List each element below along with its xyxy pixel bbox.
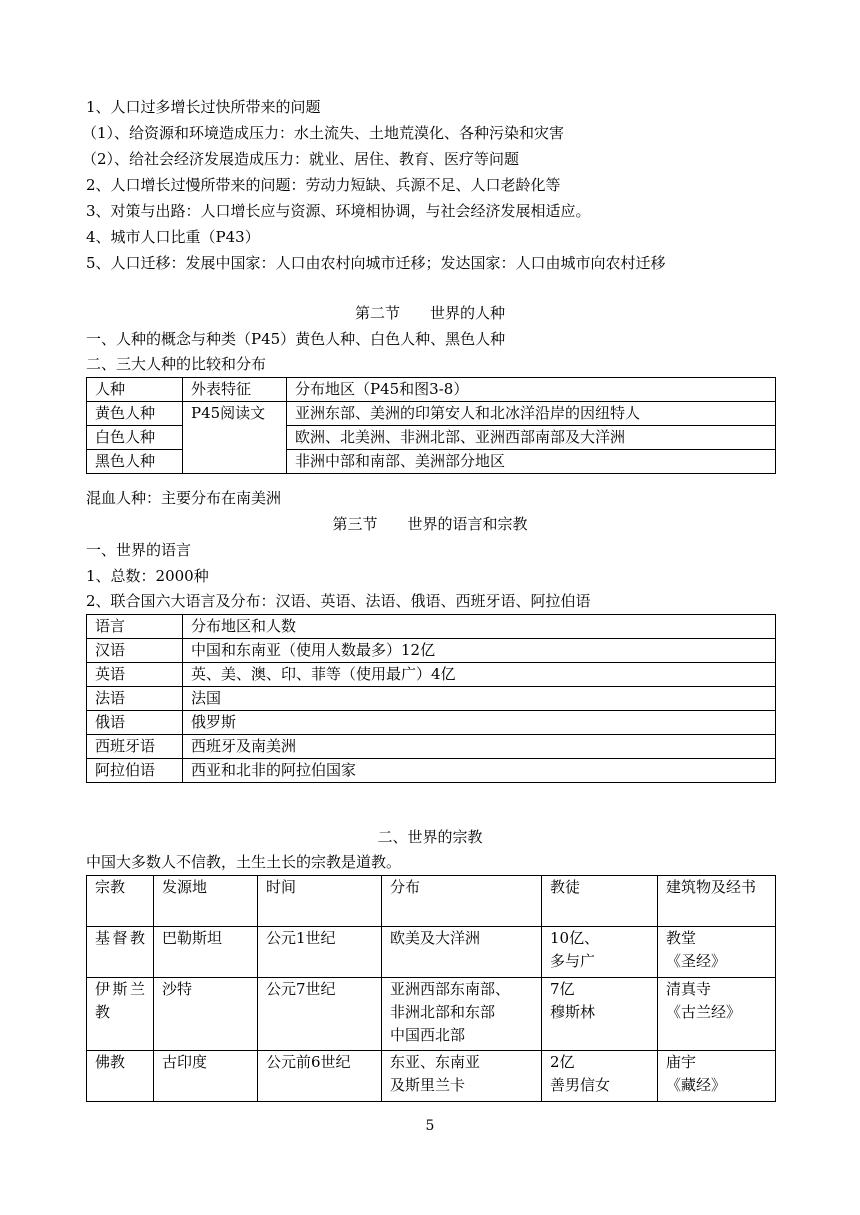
- lang-region-cell: 西亚和北非的阿拉伯国家: [183, 759, 776, 783]
- rel-dist-cell: [382, 927, 542, 978]
- race-feature-cell: P45阅读文: [183, 402, 287, 474]
- race-cell: 白色人种: [87, 426, 183, 450]
- rel-dist-cell: [382, 1051, 542, 1102]
- rel-followers-line: 10亿、: [550, 929, 600, 947]
- lang-name-cell: 俄语: [87, 711, 183, 735]
- rel-dist-line: 及斯里兰卡: [390, 1076, 466, 1094]
- rel-header-time: 时间: [258, 876, 382, 927]
- race-header-race: 人种: [87, 378, 183, 402]
- lang-region-cell: 英、美、澳、印、菲等（使用最广）4亿: [183, 663, 776, 687]
- section2-line-2: 二、三大人种的比较和分布: [86, 355, 267, 373]
- rel-name-cell: 伊斯兰教: [87, 978, 154, 1051]
- rel-building-line: 《古兰经》: [666, 1003, 742, 1021]
- lang-region-cell: 法国: [183, 687, 776, 711]
- rel-dist-line: 中国西北部: [390, 1026, 466, 1044]
- religion-note: 中国大多数人不信教，土生土长的宗教是道教。: [86, 853, 402, 871]
- intro-line-6: 4、城市人口比重（P43）: [86, 228, 260, 246]
- rel-building-line: 《藏经》: [666, 1076, 727, 1094]
- rel-time-cell: 公元前6世纪: [258, 1051, 382, 1102]
- page-number: 5: [425, 1118, 435, 1134]
- rel-header-followers: 教徒: [542, 876, 658, 927]
- religion-table: [86, 875, 776, 1102]
- section3-line-2: 1、总数：2000种: [86, 567, 209, 585]
- lang-region-cell: 西班牙及南美洲: [183, 735, 776, 759]
- language-table: [86, 614, 776, 783]
- table-row: [87, 687, 776, 711]
- table-row: [87, 1051, 776, 1102]
- rel-building-cell: [658, 927, 776, 978]
- table-row: [87, 639, 776, 663]
- table-row: [87, 615, 776, 639]
- rel-origin-cell: 巴勒斯坦: [154, 927, 258, 978]
- rel-header-origin: 发源地: [154, 876, 258, 927]
- rel-building-line: 《圣经》: [666, 952, 727, 970]
- table-row: [87, 759, 776, 783]
- intro-line-5: 3、对策与出路：人口增长应与资源、环境相协调，与社会经济发展相适应。: [86, 202, 591, 220]
- table-row: [87, 378, 776, 402]
- rel-time-cell: 公元7世纪: [258, 978, 382, 1051]
- table-row: [87, 927, 776, 978]
- lang-name-cell: 西班牙语: [87, 735, 183, 759]
- rel-building-line: 清真寺: [666, 980, 712, 998]
- intro-line-7: 5、人口迁移：发展中国家：人口由农村向城市迁移；发达国家：人口由城市向农村迁移: [86, 254, 666, 272]
- rel-name-cell: 基督教: [87, 927, 154, 978]
- lang-name-cell: 阿拉伯语: [87, 759, 183, 783]
- lang-name-cell: 法语: [87, 687, 183, 711]
- rel-followers-cell: [542, 978, 658, 1051]
- table-row: [87, 402, 776, 426]
- race-cell: 黑色人种: [87, 450, 183, 474]
- rel-dist-line: 亚洲西部东南部、: [390, 980, 511, 998]
- rel-building-line: 庙宇: [666, 1053, 697, 1071]
- rel-header-name: 宗教: [87, 876, 154, 927]
- table-row: [87, 876, 776, 927]
- region-cell: 欧洲、北美洲、非洲北部、亚洲西部南部及大洋洲: [287, 426, 776, 450]
- section3-line-3: 2、联合国六大语言及分布：汉语、英语、法语、俄语、西班牙语、阿拉伯语: [86, 592, 591, 610]
- rel-followers-cell: [542, 927, 658, 978]
- lang-name-cell: 汉语: [87, 639, 183, 663]
- rel-followers-line: 7亿: [550, 980, 575, 998]
- table-row: [87, 735, 776, 759]
- lang-region-cell: 中国和东南亚（使用人数最多）12亿: [183, 639, 776, 663]
- rel-origin-cell: 古印度: [154, 1051, 258, 1102]
- intro-line-1: 1、人口过多增长过快所带来的问题: [86, 98, 321, 116]
- table-row: [87, 663, 776, 687]
- rel-dist-line: 东亚、东南亚: [390, 1053, 481, 1071]
- intro-line-2: （1）、给资源和环境造成压力：水土流失、土地荒漠化、各种污染和灾害: [82, 124, 565, 142]
- section3-line-1: 一、世界的语言: [86, 541, 192, 559]
- section3-title: 第三节 世界的语言和宗教: [332, 515, 528, 533]
- section2-note: 混血人种：主要分布在南美洲: [86, 489, 282, 507]
- intro-line-3: （2）、给社会经济发展造成压力：就业、居住、教育、医疗等问题: [82, 150, 520, 168]
- rel-followers-line: 多与广: [550, 952, 596, 970]
- rel-followers-cell: [542, 1051, 658, 1102]
- rel-origin-cell: 沙特: [154, 978, 258, 1051]
- rel-building-line: 教堂: [666, 929, 697, 947]
- rel-building-cell: [658, 1051, 776, 1102]
- rel-followers-line: 2亿: [550, 1053, 575, 1071]
- rel-dist-cell: [382, 978, 542, 1051]
- intro-line-4: 2、人口增长过慢所带来的问题：劳动力短缺、兵源不足、人口老龄化等: [86, 176, 561, 194]
- rel-followers-line: 善男信女: [550, 1076, 611, 1094]
- rel-building-cell: [658, 978, 776, 1051]
- race-header-feature: 外表特征: [183, 378, 287, 402]
- rel-header-building: 建筑物及经书: [658, 876, 776, 927]
- race-cell: 黄色人种: [87, 402, 183, 426]
- lang-header-region: 分布地区和人数: [183, 615, 776, 639]
- rel-dist-line: 欧美及大洋洲: [390, 929, 481, 947]
- religion-title: 二、世界的宗教: [377, 828, 483, 846]
- lang-header-language: 语言: [87, 615, 183, 639]
- region-cell: 非洲中部和南部、美洲部分地区: [287, 450, 776, 474]
- rel-header-dist: 分布: [382, 876, 542, 927]
- region-cell: 亚洲东部、美洲的印第安人和北冰洋沿岸的因纽特人: [287, 402, 776, 426]
- rel-dist-line: 非洲北部和东部: [390, 1003, 496, 1021]
- rel-time-cell: 公元1世纪: [258, 927, 382, 978]
- race-table: [86, 377, 776, 474]
- rel-name-cell: 佛教: [87, 1051, 154, 1102]
- lang-name-cell: 英语: [87, 663, 183, 687]
- race-header-region: 分布地区（P45和图3-8）: [287, 378, 776, 402]
- section2-title: 第二节 世界的人种: [354, 304, 505, 322]
- table-row: [87, 711, 776, 735]
- lang-region-cell: 俄罗斯: [183, 711, 776, 735]
- rel-followers-line: 穆斯林: [550, 1003, 596, 1021]
- section2-line-1: 一、人种的概念与种类（P45）黄色人种、白色人种、黑色人种: [86, 330, 506, 348]
- table-row: [87, 978, 776, 1051]
